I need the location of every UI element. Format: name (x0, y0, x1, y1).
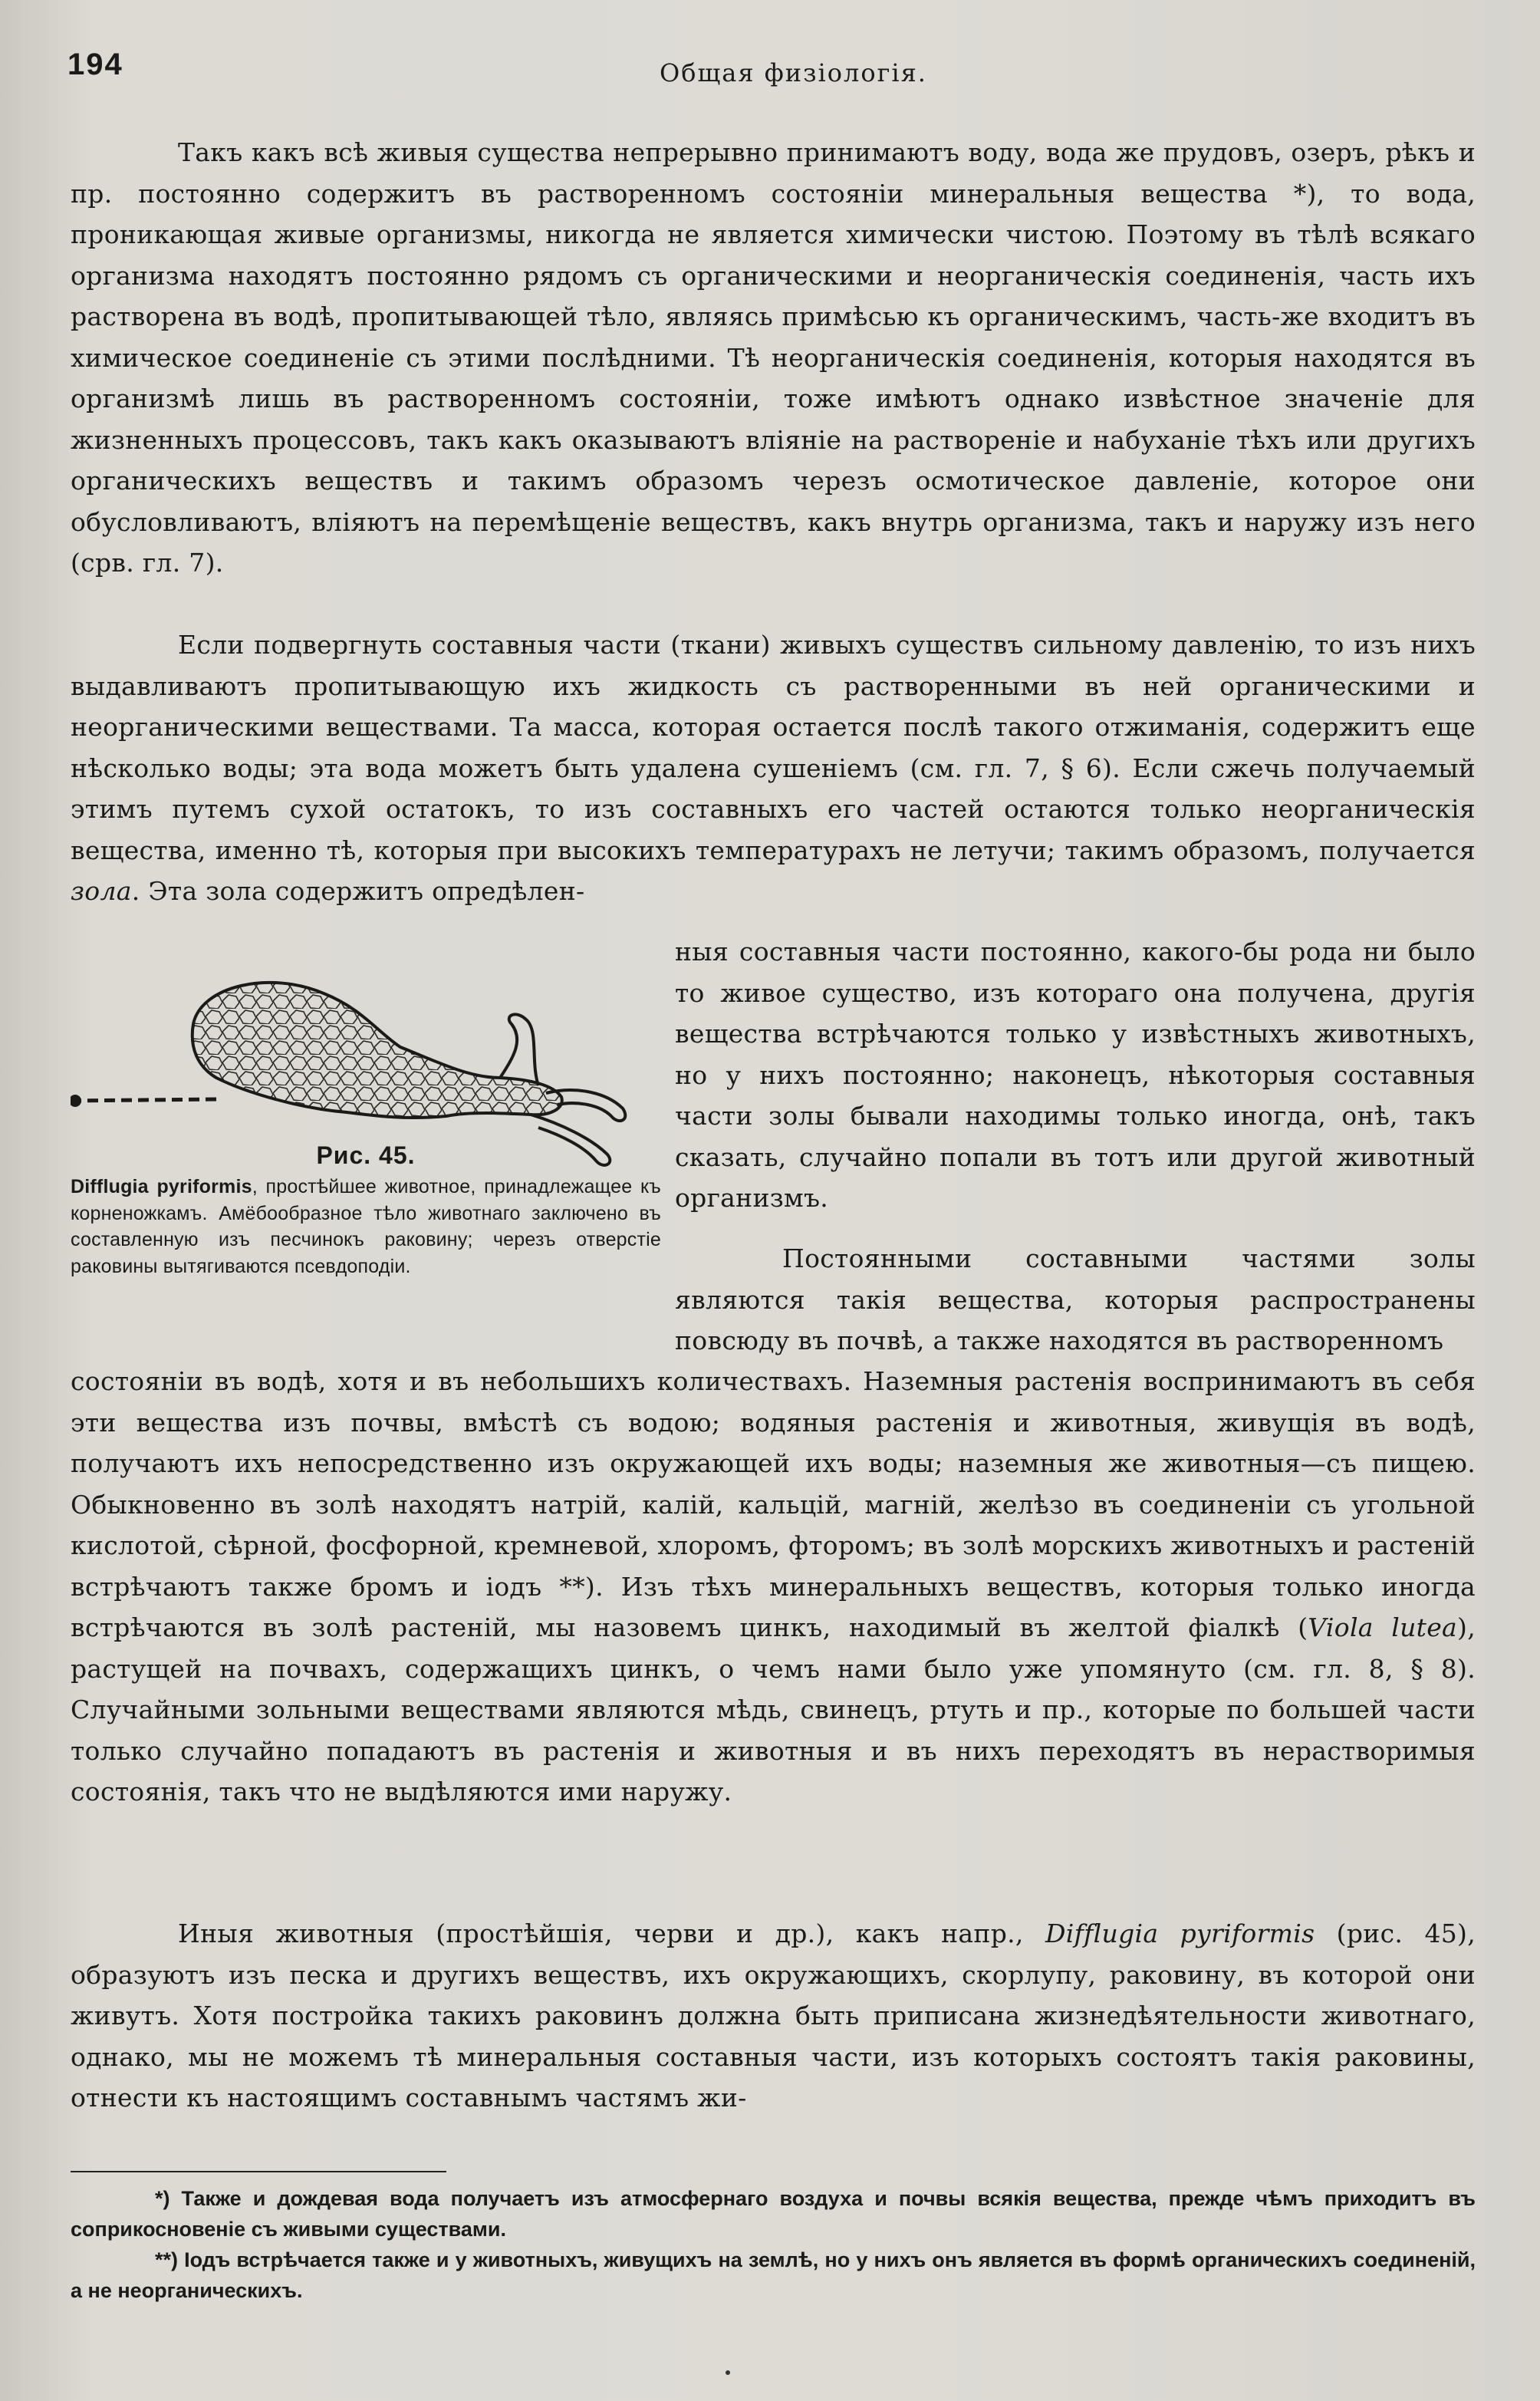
paragraph-text: . Эта зола содержитъ опредѣлен- (131, 876, 585, 906)
footnote-1: *) Также и дождевая вода получаетъ изъ атмосфернаго воздуха и почвы всякія вещества, прежде чѣмъ приходитъ въ соприкосновеніе съ живыми существами. (71, 2187, 1476, 2241)
paragraph-water-in-organisms: Такъ какъ всѣ живыя существа непрерывно принимаютъ воду, вода же прудовъ, озеръ, рѣкъ и пр. постоянно содержитъ въ растворенномъ состояніи минеральныя вещества *), то вода, проникающая живые организмы, никогда не является химически чистою. Поэтому въ тѣлѣ всякаго организма находятъ постоянно рядомъ съ органическими и неорганическія соединенія, часть ихъ растворена въ водѣ, пропитывающей тѣло, являясь примѣсью къ органическимъ, часть-же входитъ въ химическое соединеніе съ этими послѣдними. Тѣ неорганическія соединенія, которыя находятся въ организмѣ лишь въ растворенномъ состояніи, тоже имѣютъ однако извѣстное значеніе для жизненныхъ процессовъ, такъ какъ оказываютъ вліяніе на раствореніе и набуханіе тѣхъ или другихъ органическихъ веществъ и такимъ образомъ черезъ осмотическое давленіе, которое они обусловливаютъ, вліяютъ на перемѣщеніе веществъ, какъ внутрь организма, такъ и наружу изъ него (срв. гл. 7). (71, 137, 1476, 578)
page-number: 194 (67, 48, 123, 81)
scale-line (71, 1099, 216, 1101)
figure-caption (71, 1174, 661, 1280)
paragraph-text: Если подвергнуть составныя части (ткани) живыхъ существъ сильному давленію, то изъ нихъ выдавливаютъ пропитывающую ихъ жидкость съ растворенными въ ней органическими и неорганическими веществами. Та масса, которая остается послѣ такого отжиманія, содержитъ еще нѣсколько воды; эта вода можетъ быть удалена сушеніемъ (см. гл. 7, § 6). Если сжечь получаемый этимъ путемъ сухой остатокъ, то изъ составныхъ его частей остаются только неорганическія вещества, именно тѣ, которыя при высокихъ температурахъ не летучи; такимъ образомъ, получается (71, 630, 1476, 865)
paragraph-ash-components: ныя составныя части постоянно, какого-бы рода ни было то живое существо, изъ котораго она получена, другія вещества встрѣчаются только у извѣстныхъ животныхъ, но у нихъ постоянно; наконецъ, нѣкоторыя составныя части золы бывали находимы только иногда, онѣ, такъ сказать, случайно попали въ тотъ или другой животный организмъ. (675, 937, 1476, 1213)
footnote-divider (71, 2171, 446, 2172)
figure-label: Рис. 45. (316, 1141, 416, 1169)
species-viola-lutea: Viola lutea (1308, 1612, 1458, 1642)
pseudopod (500, 1014, 538, 1085)
running-title: Общая физіологія. (660, 58, 927, 87)
paragraph-text: Иныя животныя (простѣйшія, черви и др.), какъ напр., (178, 1918, 1024, 1948)
scale-dot (71, 1095, 81, 1107)
shell-outline (192, 983, 562, 1118)
print-mark (726, 2370, 730, 2375)
footnote-2: **) Іодъ встрѣчается также и у животныхъ, живущихъ на землѣ, но у нихъ онъ является въ формѣ органическихъ соединеній, а не неорганическихъ. (71, 2248, 1476, 2302)
caption-text: , простѣйшее животное, принадлежащее къ корненожкамъ. Амёбообразное тѣло животнаго заключено въ составленную изъ песчинокъ раковину; черезъ отверстіе раковины вытягиваются псевдоподіи. (71, 1176, 661, 1277)
paragraph-text: состояніи въ водѣ, хотя и въ небольшихъ количествахъ. Наземныя растенія воспринимаютъ въ себя эти вещества изъ почвы, вмѣстѣ съ водою; водяныя растенія и животныя, живущія въ водѣ, получаютъ ихъ непосредственно изъ окружающей ихъ воды; наземныя же животныя—съ пищею. Обыкновенно въ золѣ находятъ натрій, калій, кальцій, магній, желѣзо въ соединеніи съ угольной кислотой, сѣрной, фосфорной, кремневой, хлоромъ, фторомъ; въ золѣ морскихъ животныхъ и растеній встрѣчаютъ также бромъ и іодъ **). Изъ тѣхъ минеральныхъ веществъ, которыя только иногда встрѣчаются въ золѣ растеній, мы назовемъ цинкъ, находимый въ желтой фіалкѣ ( (71, 1366, 1476, 1642)
species-difflugia: Difflugia pyriformis (1045, 1918, 1315, 1948)
emphasis-ash: зола (71, 876, 132, 906)
paragraph-shells (71, 1913, 1476, 2119)
paragraph-ash-formation (71, 624, 1476, 912)
page-header (0, 48, 1540, 101)
paragraph-text: (рис. 45), образуютъ изъ песка и другихъ веществъ, ихъ окружающихъ, скорлупу, раковину, въ которой они живутъ. Хотя постройка такихъ раковинъ должна быть приписана жизнедѣятельности животнаго, однако, мы не можемъ тѣ минеральныя составныя части, изъ которыхъ состоятъ такія раковины, отнести къ настоящимъ составнымъ частямъ жи- (71, 1918, 1476, 2113)
paragraph-mineral-uptake (71, 1361, 1476, 1813)
caption-species: Difflugia pyriformis (71, 1176, 252, 1197)
paragraph-constant-components: Постоянными составными частями золы являются такія вещества, которыя распространены повсюду въ почвѣ, а также находятся въ растворенномъ (675, 1243, 1476, 1355)
paragraph-text: ), растущей на почвахъ, содержащихъ цинкъ, о чемъ нами было уже упомянуто (см. гл. 8, § 8). Случайными зольными веществами являются мѣдь, свинецъ, ртуть и пр., которые по большей части только случайно попадаютъ въ растенія и животныя и въ нихъ переходятъ въ нерастворимыя состоянія, такъ что не выдѣляются ими наружу. (71, 1612, 1476, 1807)
